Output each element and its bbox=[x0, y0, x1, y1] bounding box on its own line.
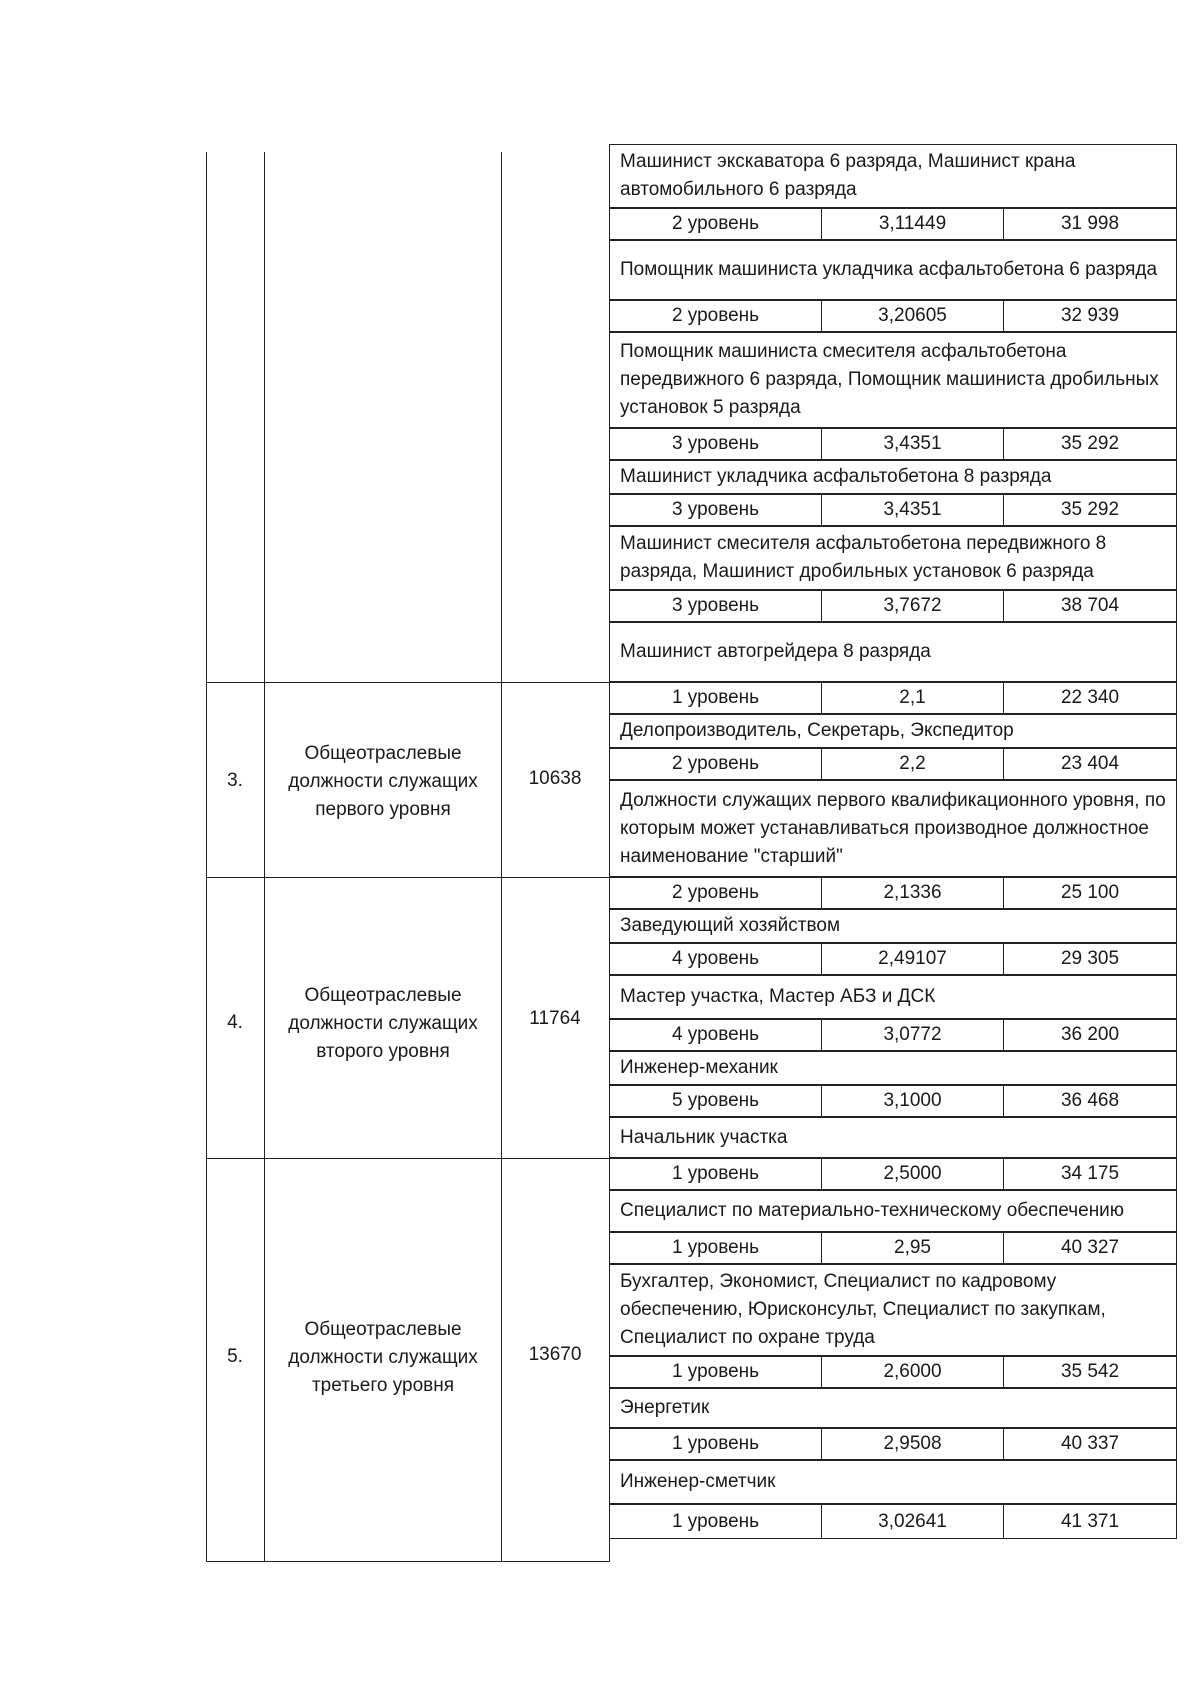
description-text: Бухгалтер, Экономист, Специалист по кадровому обеспечению, Юрисконсульт, Специалист по закупкам, Специалист по охране труда bbox=[620, 1271, 1106, 1348]
level-row bbox=[609, 494, 1177, 526]
coefficient-value: 3,11449 bbox=[822, 209, 1004, 239]
level-row bbox=[609, 877, 1177, 909]
level-row bbox=[609, 428, 1177, 460]
level-row bbox=[609, 748, 1177, 780]
level-row bbox=[609, 590, 1177, 622]
salary-value: 40 327 bbox=[1060, 1237, 1120, 1258]
level-label: 2 уровень bbox=[610, 209, 822, 239]
salary-value: 22 340 bbox=[1060, 687, 1120, 708]
description-text: Машинист экскаватора 6 разряда, Машинист крана автомобильного 6 разряда bbox=[620, 151, 1076, 200]
salary-value: 35 292 bbox=[1060, 433, 1120, 454]
description-text: Машинист автогрейдера 8 разряда bbox=[620, 641, 931, 662]
coefficient-value: 3,7672 bbox=[822, 591, 1004, 621]
coefficient-value: 3,4351 bbox=[822, 429, 1004, 459]
position-description bbox=[609, 975, 1177, 1019]
position-description bbox=[609, 1190, 1177, 1232]
group-divider-4 bbox=[206, 877, 610, 878]
position-description bbox=[609, 622, 1177, 682]
group-name: Общеотраслевые должности служащих третьего уровня bbox=[288, 1319, 478, 1396]
salary-value: 31 998 bbox=[1060, 213, 1120, 234]
level-label: 2 уровень bbox=[610, 749, 822, 779]
level-label: 4 уровень bbox=[610, 1020, 822, 1050]
group-code: 10638 bbox=[528, 768, 582, 789]
description-text: Начальник участка bbox=[620, 1126, 788, 1148]
position-description bbox=[609, 1388, 1177, 1428]
coefficient-value: 2,2 bbox=[822, 749, 1004, 779]
level-label: 1 уровень bbox=[610, 1505, 822, 1538]
level-label: 1 уровень bbox=[610, 1357, 822, 1387]
level-label: 1 уровень bbox=[610, 1159, 822, 1189]
description-text: Специалист по материально-техническому обеспечению bbox=[620, 1200, 1125, 1221]
coefficient-value: 2,6000 bbox=[822, 1357, 1004, 1387]
position-description bbox=[609, 1460, 1177, 1504]
group-code: 11764 bbox=[529, 1008, 581, 1029]
coefficient-value: 2,1 bbox=[822, 683, 1004, 713]
group-number: 4. bbox=[227, 1012, 243, 1033]
description-text: Энергетик bbox=[620, 1397, 710, 1418]
salary-value: 35 292 bbox=[1060, 499, 1120, 520]
position-description bbox=[609, 1051, 1177, 1085]
salary-value: 25 100 bbox=[1060, 882, 1120, 903]
level-row bbox=[609, 1158, 1177, 1190]
salary-value: 40 337 bbox=[1060, 1433, 1120, 1454]
position-description bbox=[609, 780, 1177, 877]
level-label: 4 уровень bbox=[610, 944, 822, 974]
coefficient-value: 2,1336 bbox=[822, 878, 1004, 908]
level-label: 2 уровень bbox=[610, 301, 822, 331]
group-number: 3. bbox=[227, 770, 243, 791]
level-label: 1 уровень bbox=[610, 1233, 822, 1263]
level-row bbox=[609, 1428, 1177, 1460]
level-row bbox=[609, 943, 1177, 975]
level-label: 1 уровень bbox=[610, 1429, 822, 1459]
description-text: Заведующий хозяйством bbox=[620, 915, 841, 936]
level-row bbox=[609, 1085, 1177, 1117]
position-description bbox=[609, 332, 1177, 428]
group-divider-5 bbox=[206, 1158, 610, 1159]
level-label: 3 уровень bbox=[610, 591, 822, 621]
position-description bbox=[609, 460, 1177, 494]
level-row bbox=[609, 1356, 1177, 1388]
salary-value: 29 305 bbox=[1060, 948, 1120, 969]
salary-value: 36 200 bbox=[1060, 1024, 1120, 1045]
description-text: Инженер-механик bbox=[620, 1057, 778, 1078]
coefficient-value: 2,9508 bbox=[822, 1429, 1004, 1459]
coefficient-value: 3,1000 bbox=[822, 1086, 1004, 1116]
level-row bbox=[609, 208, 1177, 240]
level-row bbox=[609, 1232, 1177, 1264]
coefficient-value: 2,49107 bbox=[822, 944, 1004, 974]
coefficient-value: 2,5000 bbox=[822, 1159, 1004, 1189]
level-label: 5 уровень bbox=[610, 1086, 822, 1116]
group-divider-3 bbox=[206, 682, 610, 683]
description-text: Машинист смесителя асфальтобетона передвижного 8 разряда, Машинист дробильных установок 6 разряда bbox=[620, 533, 1107, 582]
level-label: 2 уровень bbox=[610, 878, 822, 908]
position-description bbox=[609, 526, 1177, 590]
position-description bbox=[609, 909, 1177, 943]
coefficient-value: 2,95 bbox=[822, 1233, 1004, 1263]
group-name: Общеотраслевые должности служащих второго уровня bbox=[288, 985, 478, 1062]
column-divider-num bbox=[264, 152, 265, 1562]
salary-value: 32 939 bbox=[1060, 305, 1120, 326]
level-label: 3 уровень bbox=[610, 495, 822, 525]
position-description bbox=[609, 714, 1177, 748]
description-text: Машинист укладчика асфальтобетона 8 разряда bbox=[620, 466, 1052, 487]
level-label: 1 уровень bbox=[610, 683, 822, 713]
group-number: 5. bbox=[227, 1346, 243, 1367]
coefficient-value: 3,4351 bbox=[822, 495, 1004, 525]
description-text: Инженер-сметчик bbox=[620, 1471, 776, 1492]
table-bottom-border bbox=[206, 1561, 610, 1562]
description-text: Помощник машиниста смесителя асфальтобетона передвижного 6 разряда, Помощник машиниста дробильных установок 5 разряда bbox=[620, 341, 1159, 418]
level-row bbox=[609, 1504, 1177, 1539]
coefficient-value: 3,02641 bbox=[822, 1505, 1004, 1538]
group-name: Общеотраслевые должности служащих первого уровня bbox=[288, 743, 478, 820]
position-description bbox=[609, 1264, 1177, 1356]
position-description bbox=[609, 144, 1177, 208]
position-description bbox=[609, 1117, 1177, 1158]
level-label: 3 уровень bbox=[610, 429, 822, 459]
salary-value: 34 175 bbox=[1060, 1163, 1120, 1184]
level-row bbox=[609, 300, 1177, 332]
level-row bbox=[609, 682, 1177, 714]
salary-value: 38 704 bbox=[1060, 595, 1120, 616]
description-text: Мастер участка, Мастер АБЗ и ДСК bbox=[620, 986, 936, 1007]
salary-value: 23 404 bbox=[1060, 753, 1120, 774]
salary-value: 35 542 bbox=[1060, 1361, 1120, 1382]
coefficient-value: 3,0772 bbox=[822, 1020, 1004, 1050]
salary-value: 36 468 bbox=[1060, 1090, 1120, 1111]
salary-value: 41 371 bbox=[1060, 1510, 1120, 1532]
description-text: Помощник машиниста укладчика асфальтобетона 6 разряда bbox=[620, 259, 1158, 280]
position-description bbox=[609, 240, 1177, 300]
level-row bbox=[609, 1019, 1177, 1051]
group-code: 13670 bbox=[528, 1344, 582, 1365]
description-text: Делопроизводитель, Секретарь, Экспедитор bbox=[620, 720, 1014, 741]
coefficient-value: 3,20605 bbox=[822, 301, 1004, 331]
description-text: Должности служащих первого квалификационного уровня, по которым может устанавливаться производное должностное наименование "старший" bbox=[620, 789, 1166, 867]
